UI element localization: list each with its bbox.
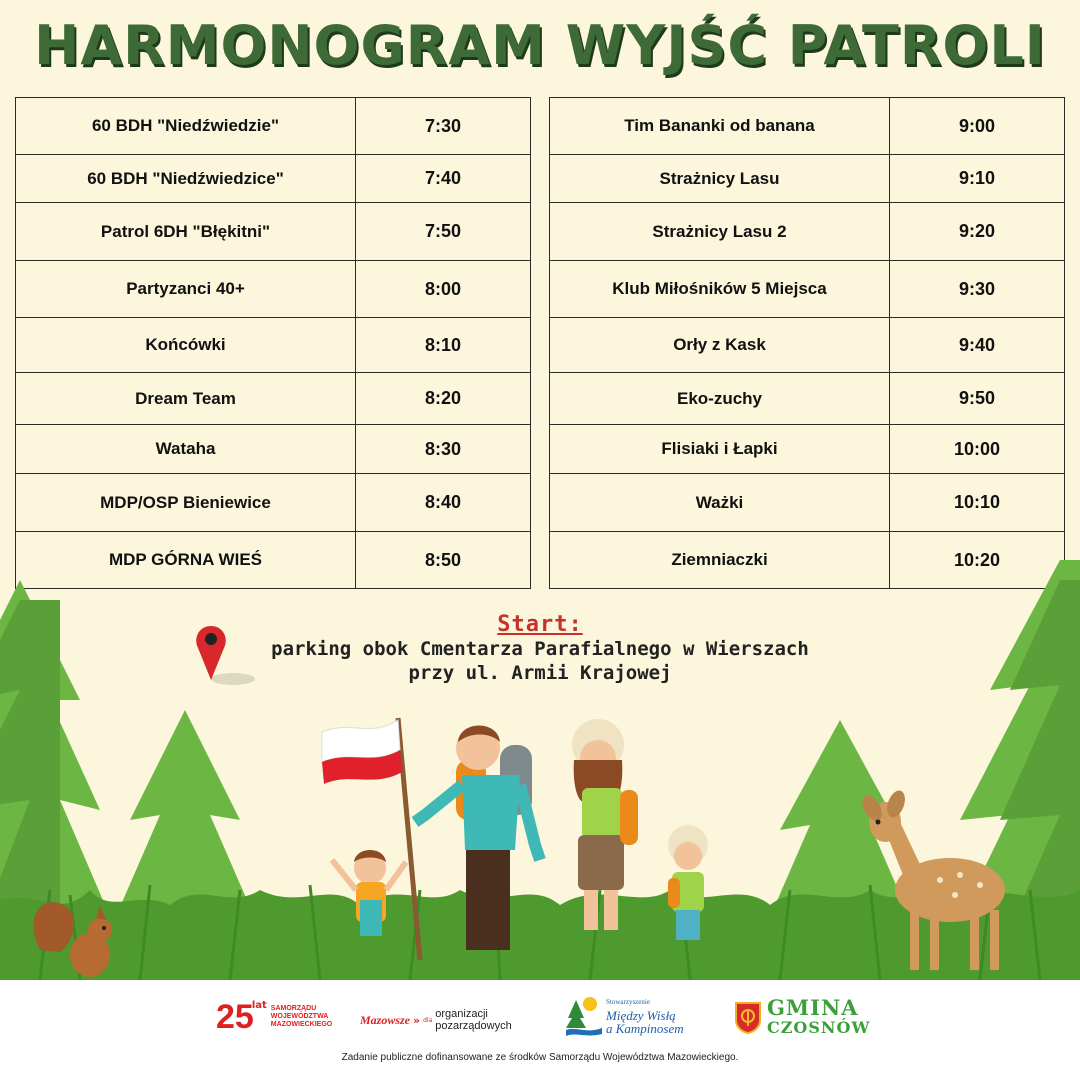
logo-25-line1: SAMORZĄDU <box>270 1005 317 1012</box>
patrol-name: Końcówki <box>16 318 356 373</box>
patrol-name: Eko-zuchy <box>550 373 890 425</box>
patrol-name: Flisiaki i Łapki <box>550 425 890 474</box>
schedule-row <box>16 98 531 155</box>
maz-line2: pozarządowych <box>435 1020 512 1032</box>
departure-time: 7:50 <box>356 203 531 261</box>
departure-time: 7:40 <box>356 155 531 203</box>
patrol-name: Strażnicy Lasu 2 <box>550 203 890 261</box>
departure-time: 9:20 <box>890 203 1065 261</box>
departure-time: 9:10 <box>890 155 1065 203</box>
departure-time: 9:40 <box>890 318 1065 373</box>
start-line-1: parking obok Cmentarza Parafialnego w Wierszach <box>271 638 809 660</box>
patrol-name: Ziemniaczki <box>550 532 890 589</box>
departure-time: 8:10 <box>356 318 531 373</box>
patrol-name: MDP GÓRNA WIEŚ <box>16 532 356 589</box>
schedule-table-right <box>549 97 1065 589</box>
patrol-name: Tim Bananki od banana <box>550 98 890 155</box>
gmina-line1: GMINA <box>767 995 859 1020</box>
schedule-row <box>16 155 531 203</box>
patrol-name: MDP/OSP Bieniewice <box>16 474 356 532</box>
patrol-name: Dream Team <box>16 373 356 425</box>
schedule-row <box>16 373 531 425</box>
coat-of-arms-icon <box>735 1002 761 1034</box>
departure-time: 8:00 <box>356 261 531 318</box>
page-title: HARMONOGRAM WYJŚĆ PATROLI <box>34 14 1046 77</box>
patrol-name: Patrol 6DH "Błękitni" <box>16 203 356 261</box>
patrol-name: 60 BDH "Niedźwiedzie" <box>16 98 356 155</box>
departure-time: 7:30 <box>356 98 531 155</box>
schedule-row <box>550 155 1065 203</box>
schedule-row <box>16 474 531 532</box>
schedule-row <box>550 318 1065 373</box>
logo-25-line2: WOJEWÓDZTWA <box>270 1013 329 1020</box>
departure-time: 9:30 <box>890 261 1065 318</box>
schedule-row <box>550 373 1065 425</box>
patrol-name: Orły z Kask <box>550 318 890 373</box>
schedule-row <box>16 425 531 474</box>
departure-time: 9:50 <box>890 373 1065 425</box>
patrol-name: Strażnicy Lasu <box>550 155 890 203</box>
schedule-row <box>550 425 1065 474</box>
departure-time: 10:20 <box>890 532 1065 589</box>
logo-gmina-czosnow <box>735 995 871 1038</box>
departure-time: 10:10 <box>890 474 1065 532</box>
stow-line1: Stowarzyszenie <box>606 997 650 1006</box>
logo-25-number: 25 <box>216 998 254 1036</box>
logo-25-line3: MAZOWIECKIEGO <box>270 1021 333 1028</box>
schedule-row <box>16 261 531 318</box>
patrol-name: 60 BDH "Niedźwiedzice" <box>16 155 356 203</box>
departure-time: 10:00 <box>890 425 1065 474</box>
start-line-2: przy ul. Armii Krajowej <box>408 662 672 684</box>
patrol-name: Wataha <box>16 425 356 474</box>
patrol-name: Partyzanci 40+ <box>16 261 356 318</box>
tree-sun-icon <box>566 994 602 1036</box>
departure-time: 8:30 <box>356 425 531 474</box>
schedule-row <box>16 318 531 373</box>
logo-stowarzyszenie <box>566 994 684 1036</box>
patrol-name: Klub Miłośników 5 Miejsca <box>550 261 890 318</box>
logo-25-lat-text: lat <box>251 999 267 1011</box>
stow-line2: Między Wisłą <box>606 1007 676 1023</box>
footer <box>0 980 1080 1080</box>
maz-brand: Mazowsze <box>360 1012 411 1027</box>
patrol-name: Ważki <box>550 474 890 532</box>
start-info <box>0 612 1080 685</box>
logo-25-lat <box>216 1000 332 1034</box>
departure-time: 9:00 <box>890 98 1065 155</box>
departure-time: 8:40 <box>356 474 531 532</box>
schedule-row <box>16 203 531 261</box>
schedule-row <box>550 261 1065 318</box>
schedule-row <box>550 203 1065 261</box>
maz-small: dla <box>423 1016 433 1024</box>
start-label: Start: <box>497 612 583 637</box>
stow-line3: a Kampinosem <box>606 1020 684 1036</box>
maz-line1: organizacji <box>435 1008 488 1020</box>
schedule-table-left <box>15 97 531 589</box>
double-chevron-icon: » <box>413 1013 421 1027</box>
funding-footnote: Zadanie publiczne dofinansowane ze środków Samorządu Województwa Mazowieckiego. <box>341 1052 739 1063</box>
schedule-row <box>550 474 1065 532</box>
logo-mazowsze <box>360 1008 512 1032</box>
departure-time: 8:50 <box>356 532 531 589</box>
schedule-row <box>550 98 1065 155</box>
gmina-line2: CZOSNÓW <box>767 1018 871 1037</box>
departure-time: 8:20 <box>356 373 531 425</box>
